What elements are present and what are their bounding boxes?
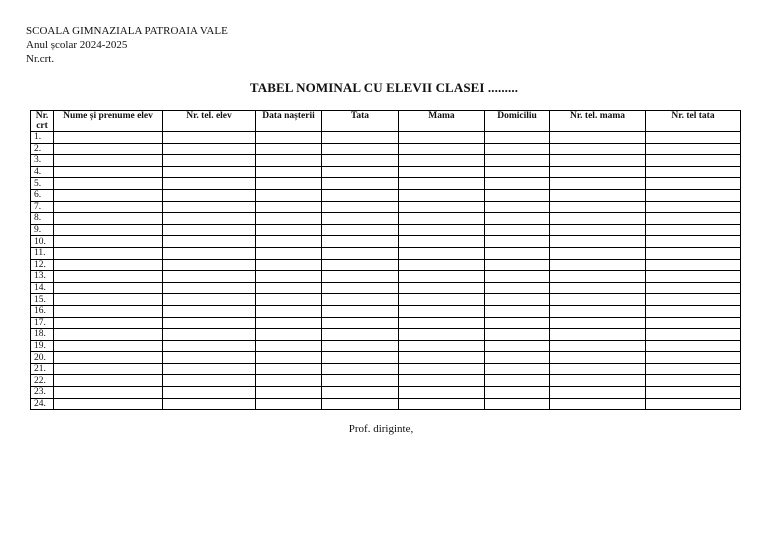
row-number: 7.: [31, 201, 54, 213]
table-row: [31, 178, 741, 190]
father-cell[interactable]: [322, 305, 399, 317]
column-header-mother: Mama: [399, 111, 485, 132]
father-cell[interactable]: [322, 166, 399, 178]
row-number: 17.: [31, 317, 54, 329]
address-cell[interactable]: [485, 363, 550, 375]
birth-date-cell[interactable]: [256, 236, 322, 248]
mother-phone-cell[interactable]: [550, 247, 646, 259]
student-phone-cell[interactable]: [163, 201, 256, 213]
table-row: [31, 282, 741, 294]
father-phone-cell[interactable]: [646, 259, 741, 271]
student-name-cell[interactable]: [54, 155, 163, 167]
father-cell[interactable]: [322, 398, 399, 410]
birth-date-cell[interactable]: [256, 340, 322, 352]
address-cell[interactable]: [485, 398, 550, 410]
mother-cell[interactable]: [399, 247, 485, 259]
birth-date-cell[interactable]: [256, 166, 322, 178]
father-cell[interactable]: [322, 340, 399, 352]
father-cell[interactable]: [322, 352, 399, 364]
mother-cell[interactable]: [399, 178, 485, 190]
address-cell[interactable]: [485, 178, 550, 190]
school-year: Anul școlar 2024-2025: [26, 39, 128, 51]
student-phone-cell[interactable]: [163, 155, 256, 167]
father-phone-cell[interactable]: [646, 236, 741, 248]
table-row: [31, 271, 741, 283]
row-number: 11.: [31, 247, 54, 259]
mother-cell[interactable]: [399, 271, 485, 283]
birth-date-cell[interactable]: [256, 282, 322, 294]
table-row: [31, 398, 741, 410]
father-phone-cell[interactable]: [646, 363, 741, 375]
student-phone-cell[interactable]: [163, 305, 256, 317]
birth-date-cell[interactable]: [256, 178, 322, 190]
table-row: [31, 189, 741, 201]
column-header-nr-crt: Nr. crt: [31, 111, 54, 132]
birth-date-cell[interactable]: [256, 271, 322, 283]
table-row: [31, 294, 741, 306]
mother-cell[interactable]: [399, 363, 485, 375]
student-phone-cell[interactable]: [163, 317, 256, 329]
document-title: TABEL NOMINAL CU ELEVII CLASEI .........: [249, 80, 519, 95]
father-cell[interactable]: [322, 259, 399, 271]
row-number: 15.: [31, 294, 54, 306]
birth-date-cell[interactable]: [256, 201, 322, 213]
table-row: [31, 143, 741, 155]
table-row: [31, 340, 741, 352]
father-phone-cell[interactable]: [646, 387, 741, 399]
father-cell[interactable]: [322, 155, 399, 167]
father-phone-cell[interactable]: [646, 143, 741, 155]
mother-phone-cell[interactable]: [550, 166, 646, 178]
birth-date-cell[interactable]: [256, 213, 322, 225]
registration-number: Nr.crt.: [26, 53, 55, 65]
student-phone-cell[interactable]: [163, 132, 256, 144]
mother-cell[interactable]: [399, 132, 485, 144]
student-phone-cell[interactable]: [163, 375, 256, 387]
table-row: [31, 166, 741, 178]
row-number: 16.: [31, 305, 54, 317]
row-number: 21.: [31, 363, 54, 375]
row-number: 12.: [31, 259, 54, 271]
mother-cell[interactable]: [399, 305, 485, 317]
mother-cell[interactable]: [399, 259, 485, 271]
mother-cell[interactable]: [399, 375, 485, 387]
column-header-student-phone: Nr. tel. elev: [163, 111, 256, 132]
student-name-cell[interactable]: [54, 236, 163, 248]
student-name-cell[interactable]: [54, 132, 163, 144]
student-name-cell[interactable]: [54, 213, 163, 225]
student-phone-cell[interactable]: [163, 247, 256, 259]
address-cell[interactable]: [485, 155, 550, 167]
student-phone-cell[interactable]: [163, 282, 256, 294]
mother-cell[interactable]: [399, 387, 485, 399]
address-cell[interactable]: [485, 224, 550, 236]
mother-cell[interactable]: [399, 224, 485, 236]
father-cell[interactable]: [322, 143, 399, 155]
student-name-cell[interactable]: [54, 178, 163, 190]
father-phone-cell[interactable]: [646, 224, 741, 236]
father-phone-cell[interactable]: [646, 201, 741, 213]
student-name-cell[interactable]: [54, 294, 163, 306]
address-cell[interactable]: [485, 236, 550, 248]
row-number: 14.: [31, 282, 54, 294]
row-number: 1.: [31, 132, 54, 144]
father-cell[interactable]: [322, 294, 399, 306]
row-number: 2.: [31, 143, 54, 155]
column-header-father-phone: Nr. tel tata: [646, 111, 741, 132]
row-number: 13.: [31, 271, 54, 283]
row-number: 20.: [31, 352, 54, 364]
birth-date-cell[interactable]: [256, 363, 322, 375]
column-header-address: Domiciliu: [485, 111, 550, 132]
father-phone-cell[interactable]: [646, 247, 741, 259]
birth-date-cell[interactable]: [256, 305, 322, 317]
mother-cell[interactable]: [399, 213, 485, 225]
mother-cell[interactable]: [399, 189, 485, 201]
mother-phone-cell[interactable]: [550, 305, 646, 317]
father-phone-cell[interactable]: [646, 155, 741, 167]
student-name-cell[interactable]: [54, 375, 163, 387]
mother-phone-cell[interactable]: [550, 189, 646, 201]
row-number: 24.: [31, 398, 54, 410]
mother-cell[interactable]: [399, 201, 485, 213]
father-cell[interactable]: [322, 271, 399, 283]
student-phone-cell[interactable]: [163, 178, 256, 190]
table-row: [31, 155, 741, 167]
table-row: [31, 224, 741, 236]
student-name-cell[interactable]: [54, 271, 163, 283]
row-number: 22.: [31, 375, 54, 387]
father-cell[interactable]: [322, 387, 399, 399]
student-name-cell[interactable]: [54, 387, 163, 399]
mother-phone-cell[interactable]: [550, 213, 646, 225]
mother-cell[interactable]: [399, 155, 485, 167]
student-phone-cell[interactable]: [163, 236, 256, 248]
address-cell[interactable]: [485, 317, 550, 329]
row-number: 5.: [31, 178, 54, 190]
student-phone-cell[interactable]: [163, 340, 256, 352]
father-phone-cell[interactable]: [646, 213, 741, 225]
father-phone-cell[interactable]: [646, 166, 741, 178]
mother-phone-cell[interactable]: [550, 329, 646, 341]
table-row: [31, 236, 741, 248]
student-phone-cell[interactable]: [163, 213, 256, 225]
student-phone-cell[interactable]: [163, 398, 256, 410]
student-name-cell[interactable]: [54, 398, 163, 410]
student-phone-cell[interactable]: [163, 363, 256, 375]
mother-cell[interactable]: [399, 294, 485, 306]
mother-cell[interactable]: [399, 317, 485, 329]
address-cell[interactable]: [485, 247, 550, 259]
school-name: SCOALA GIMNAZIALA PATROAIA VALE: [26, 25, 228, 37]
column-header-student-name: Nume și prenume elev: [54, 111, 163, 132]
student-name-cell[interactable]: [54, 201, 163, 213]
table-row: [31, 329, 741, 341]
column-header-birth-date: Data nașterii: [256, 111, 322, 132]
mother-cell[interactable]: [399, 352, 485, 364]
address-cell[interactable]: [485, 213, 550, 225]
table-row: [31, 201, 741, 213]
father-phone-cell[interactable]: [646, 317, 741, 329]
birth-date-cell[interactable]: [256, 329, 322, 341]
father-cell[interactable]: [322, 236, 399, 248]
mother-cell[interactable]: [399, 236, 485, 248]
birth-date-cell[interactable]: [256, 259, 322, 271]
table-body: [31, 132, 741, 410]
table-row: [31, 363, 741, 375]
address-cell[interactable]: [485, 352, 550, 364]
birth-date-cell[interactable]: [256, 375, 322, 387]
table-header-row: [31, 111, 741, 132]
student-name-cell[interactable]: [54, 352, 163, 364]
student-name-cell[interactable]: [54, 247, 163, 259]
student-name-cell[interactable]: [54, 282, 163, 294]
table-row: [31, 387, 741, 399]
mother-phone-cell[interactable]: [550, 282, 646, 294]
row-number: 10.: [31, 236, 54, 248]
address-cell[interactable]: [485, 166, 550, 178]
mother-phone-cell[interactable]: [550, 294, 646, 306]
birth-date-cell[interactable]: [256, 398, 322, 410]
father-phone-cell[interactable]: [646, 271, 741, 283]
birth-date-cell[interactable]: [256, 317, 322, 329]
mother-phone-cell[interactable]: [550, 155, 646, 167]
address-cell[interactable]: [485, 143, 550, 155]
father-cell[interactable]: [322, 363, 399, 375]
student-name-cell[interactable]: [54, 189, 163, 201]
student-name-cell[interactable]: [54, 317, 163, 329]
address-cell[interactable]: [485, 259, 550, 271]
birth-date-cell[interactable]: [256, 189, 322, 201]
mother-phone-cell[interactable]: [550, 201, 646, 213]
student-phone-cell[interactable]: [163, 189, 256, 201]
father-cell[interactable]: [322, 132, 399, 144]
row-number: 19.: [31, 340, 54, 352]
birth-date-cell[interactable]: [256, 132, 322, 144]
student-phone-cell[interactable]: [163, 271, 256, 283]
mother-phone-cell[interactable]: [550, 259, 646, 271]
father-phone-cell[interactable]: [646, 132, 741, 144]
table-row: [31, 352, 741, 364]
father-phone-cell[interactable]: [646, 398, 741, 410]
address-cell[interactable]: [485, 189, 550, 201]
mother-phone-cell[interactable]: [550, 352, 646, 364]
address-cell[interactable]: [485, 201, 550, 213]
birth-date-cell[interactable]: [256, 352, 322, 364]
birth-date-cell[interactable]: [256, 143, 322, 155]
student-phone-cell[interactable]: [163, 352, 256, 364]
father-phone-cell[interactable]: [646, 294, 741, 306]
student-name-cell[interactable]: [54, 329, 163, 341]
student-phone-cell[interactable]: [163, 329, 256, 341]
father-cell[interactable]: [322, 247, 399, 259]
student-name-cell[interactable]: [54, 363, 163, 375]
column-header-mother-phone: Nr. tel. mama: [550, 111, 646, 132]
address-cell[interactable]: [485, 282, 550, 294]
address-cell[interactable]: [485, 375, 550, 387]
father-phone-cell[interactable]: [646, 352, 741, 364]
mother-phone-cell[interactable]: [550, 271, 646, 283]
father-cell[interactable]: [322, 329, 399, 341]
table-row: [31, 259, 741, 271]
address-cell[interactable]: [485, 271, 550, 283]
mother-cell[interactable]: [399, 166, 485, 178]
birth-date-cell[interactable]: [256, 224, 322, 236]
mother-phone-cell[interactable]: [550, 363, 646, 375]
table-row: [31, 247, 741, 259]
mother-phone-cell[interactable]: [550, 224, 646, 236]
student-name-cell[interactable]: [54, 305, 163, 317]
mother-phone-cell[interactable]: [550, 143, 646, 155]
father-cell[interactable]: [322, 282, 399, 294]
father-cell[interactable]: [322, 213, 399, 225]
mother-cell[interactable]: [399, 398, 485, 410]
table-row: [31, 132, 741, 144]
row-number: 9.: [31, 224, 54, 236]
father-phone-cell[interactable]: [646, 178, 741, 190]
mother-cell[interactable]: [399, 143, 485, 155]
address-cell[interactable]: [485, 340, 550, 352]
row-number: 18.: [31, 329, 54, 341]
father-phone-cell[interactable]: [646, 305, 741, 317]
father-phone-cell[interactable]: [646, 340, 741, 352]
birth-date-cell[interactable]: [256, 155, 322, 167]
father-phone-cell[interactable]: [646, 329, 741, 341]
father-cell[interactable]: [322, 317, 399, 329]
father-cell[interactable]: [322, 224, 399, 236]
student-name-cell[interactable]: [54, 340, 163, 352]
address-cell[interactable]: [485, 305, 550, 317]
student-name-cell[interactable]: [54, 259, 163, 271]
mother-phone-cell[interactable]: [550, 340, 646, 352]
mother-cell[interactable]: [399, 340, 485, 352]
birth-date-cell[interactable]: [256, 247, 322, 259]
table-row: [31, 317, 741, 329]
father-cell[interactable]: [322, 201, 399, 213]
student-name-cell[interactable]: [54, 224, 163, 236]
row-number: 6.: [31, 189, 54, 201]
mother-phone-cell[interactable]: [550, 398, 646, 410]
mother-phone-cell[interactable]: [550, 317, 646, 329]
address-cell[interactable]: [485, 387, 550, 399]
father-phone-cell[interactable]: [646, 375, 741, 387]
mother-phone-cell[interactable]: [550, 387, 646, 399]
row-number: 3.: [31, 155, 54, 167]
mother-phone-cell[interactable]: [550, 375, 646, 387]
student-phone-cell[interactable]: [163, 259, 256, 271]
row-number: 23.: [31, 387, 54, 399]
student-phone-cell[interactable]: [163, 143, 256, 155]
mother-phone-cell[interactable]: [550, 236, 646, 248]
father-cell[interactable]: [322, 189, 399, 201]
father-cell[interactable]: [322, 178, 399, 190]
mother-phone-cell[interactable]: [550, 178, 646, 190]
table-row: [31, 375, 741, 387]
student-phone-cell[interactable]: [163, 294, 256, 306]
father-phone-cell[interactable]: [646, 189, 741, 201]
student-name-cell[interactable]: [54, 143, 163, 155]
student-phone-cell[interactable]: [163, 224, 256, 236]
birth-date-cell[interactable]: [256, 387, 322, 399]
address-cell[interactable]: [485, 294, 550, 306]
mother-phone-cell[interactable]: [550, 132, 646, 144]
student-name-cell[interactable]: [54, 166, 163, 178]
mother-cell[interactable]: [399, 329, 485, 341]
student-phone-cell[interactable]: [163, 387, 256, 399]
row-number: 4.: [31, 166, 54, 178]
row-number: 8.: [31, 213, 54, 225]
student-phone-cell[interactable]: [163, 166, 256, 178]
table-row: [31, 305, 741, 317]
table-row: [31, 213, 741, 225]
teacher-signature-label: Prof. diriginte,: [348, 423, 414, 435]
student-roster-table: [30, 110, 741, 410]
address-cell[interactable]: [485, 329, 550, 341]
column-header-father: Tata: [322, 111, 399, 132]
father-phone-cell[interactable]: [646, 282, 741, 294]
father-cell[interactable]: [322, 375, 399, 387]
birth-date-cell[interactable]: [256, 294, 322, 306]
address-cell[interactable]: [485, 132, 550, 144]
mother-cell[interactable]: [399, 282, 485, 294]
